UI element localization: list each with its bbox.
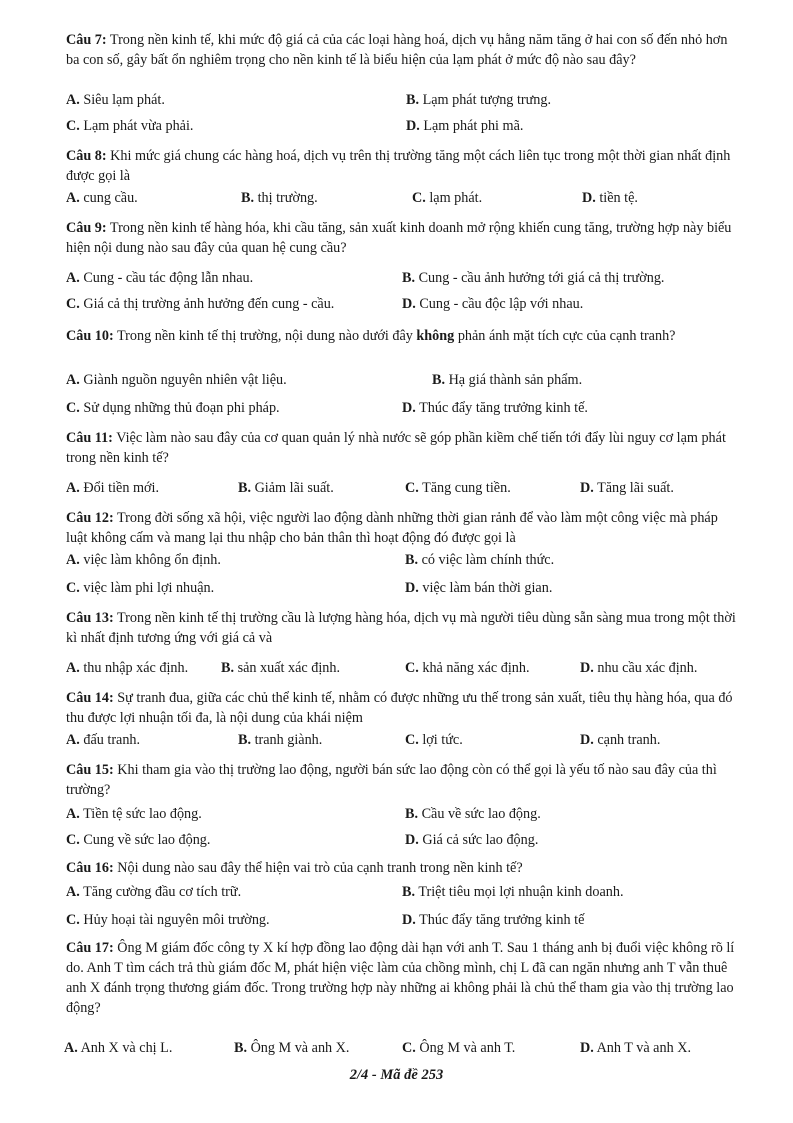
option-d[interactable]: D. Anh T và anh X.	[580, 1040, 692, 1056]
question-text: Nội dung nào sau đây thể hiện vai trò của cạnh tranh trong nền kinh tế?	[117, 860, 523, 876]
question-text: Khi tham gia vào thị trường lao động, người bán sức lao động còn có thể gọi là yếu tố nào sau đây của thì trường?	[66, 762, 717, 798]
option-c[interactable]: C. Hủy hoại tài nguyên môi trường.	[66, 912, 270, 928]
option-c[interactable]: C. Sử dụng những thủ đoạn phi pháp.	[66, 400, 280, 416]
option-d[interactable]: D. Giá cả sức lao động.	[405, 832, 539, 848]
option-d[interactable]: D. nhu cầu xác định.	[580, 660, 698, 676]
options-row	[66, 884, 738, 906]
question-17	[66, 938, 738, 1018]
option-b[interactable]: B. Lạm phát tượng trưng.	[406, 92, 552, 108]
question-text: Việc làm nào sau đây của cơ quan quản lý nhà nước sẽ góp phần kiềm chế tiến tới đẩy lùi nguy cơ lạm phát trong nền kinh tế?	[66, 430, 726, 466]
option-a[interactable]: A. Tăng cường đầu cơ tích trữ.	[66, 884, 242, 900]
options-row	[66, 912, 738, 934]
options-row	[66, 660, 738, 682]
option-c[interactable]: C. Giá cả thị trường ảnh hưởng đến cung - cầu.	[66, 296, 335, 312]
option-b[interactable]: B. thị trường.	[241, 190, 318, 206]
option-c[interactable]: C. Tăng cung tiền.	[405, 480, 511, 496]
question-15	[66, 760, 738, 800]
question-label: Câu 7:	[66, 32, 107, 48]
question-11	[66, 428, 738, 468]
option-c[interactable]: C. việc làm phi lợi nhuận.	[66, 580, 215, 596]
option-d[interactable]: D. Lạm phát phi mã.	[406, 118, 524, 134]
option-a[interactable]: A. Tiền tệ sức lao động.	[66, 806, 202, 822]
option-b[interactable]: B. tranh giành.	[238, 732, 323, 748]
question-8	[66, 146, 738, 186]
options-row	[66, 372, 738, 394]
option-a[interactable]: A. Siêu lạm phát.	[66, 92, 165, 108]
options-row	[66, 296, 738, 318]
question-label: Câu 12:	[66, 510, 114, 526]
page-footer: 2/4 - Mã đề 253	[349, 1067, 444, 1083]
question-label: Câu 9:	[66, 220, 107, 236]
options-row	[66, 552, 738, 574]
question-14	[66, 688, 738, 728]
options-row	[66, 270, 738, 292]
options-row	[66, 92, 738, 114]
question-text-end: phản ánh mặt tích cực của cạnh tranh?	[454, 328, 676, 344]
question-label: Câu 14:	[66, 690, 114, 706]
options-row	[66, 118, 738, 140]
option-b[interactable]: B. Triệt tiêu mọi lợi nhuận kinh doanh.	[402, 884, 624, 900]
question-text: Trong đời sống xã hội, việc người lao động dành những thời gian rảnh để vào làm một công việc mà pháp luật không cấm và mang lại thu nhập cho bản thân thì hoạt động đó được gọi là	[66, 510, 718, 546]
options-row	[66, 480, 738, 502]
question-text: Khi mức giá chung các hàng hoá, dịch vụ trên thị trường tăng một cách liên tục trong một thời gian nhất định được gọi là	[66, 148, 731, 184]
question-emphasis: không	[416, 328, 455, 344]
option-c[interactable]: C. Ông M và anh T.	[402, 1040, 516, 1056]
option-c[interactable]: C. lạm phát.	[412, 190, 483, 206]
option-b[interactable]: B. Cầu về sức lao động.	[405, 806, 541, 822]
options-row	[66, 806, 738, 828]
options-row	[66, 832, 738, 854]
option-a[interactable]: A. thu nhập xác định.	[66, 660, 189, 676]
option-a[interactable]: A. Anh X và chị L.	[64, 1040, 173, 1056]
question-label: Câu 10:	[66, 328, 114, 344]
option-d[interactable]: D. Cung - cầu độc lập với nhau.	[402, 296, 584, 312]
option-a[interactable]: A. đấu tranh.	[66, 732, 141, 748]
option-d[interactable]: D. Tăng lãi suất.	[580, 480, 674, 496]
option-d[interactable]: D. Thúc đẩy tăng trưởng kinh tế	[402, 912, 585, 928]
question-9	[66, 218, 738, 258]
option-c[interactable]: C. Cung về sức lao động.	[66, 832, 211, 848]
question-text: Trong nền kinh tế, khi mức độ giá cả của các loại hàng hoá, dịch vụ hằng năm tăng ở hai con số đến nhỏ hơn ba con số, gây bất ổn nghiêm trọng cho nền kinh tế là biểu hiện của lạm phát ở mức độ nào sau đây?	[66, 32, 728, 68]
option-b[interactable]: B. Ông M và anh X.	[234, 1040, 350, 1056]
option-a[interactable]: A. việc làm không ổn định.	[66, 552, 221, 568]
question-16	[66, 858, 738, 878]
question-text: Trong nền kinh tế thị trường, nội dung nào dưới đây	[117, 328, 417, 344]
option-d[interactable]: D. tiền tệ.	[582, 190, 638, 206]
question-10	[66, 326, 738, 346]
options-row	[66, 400, 738, 422]
option-a[interactable]: A. Giành nguồn nguyên nhiên vật liệu.	[66, 372, 287, 388]
option-a[interactable]: A. Cung - cầu tác động lẫn nhau.	[66, 270, 254, 286]
option-b[interactable]: B. sản xuất xác định.	[221, 660, 340, 676]
question-text: Sự tranh đua, giữa các chủ thể kinh tế, nhằm có được những ưu thế trong sản xuất, tiêu thụ hàng hóa, qua đó thu được lợi nhuận tối đa, là nội dung của khái niệm	[66, 690, 733, 726]
option-b[interactable]: B. Hạ giá thành sản phẩm.	[432, 372, 583, 388]
question-label: Câu 17:	[66, 940, 114, 956]
option-d[interactable]: D. việc làm bán thời gian.	[405, 580, 553, 596]
options-row	[66, 190, 738, 212]
option-c[interactable]: C. Lạm phát vừa phải.	[66, 118, 194, 134]
option-d[interactable]: D. cạnh tranh.	[580, 732, 661, 748]
question-label: Câu 11:	[66, 430, 113, 446]
option-c[interactable]: C. khả năng xác định.	[405, 660, 530, 676]
question-label: Câu 16:	[66, 860, 114, 876]
option-d[interactable]: D. Thúc đẩy tăng trưởng kinh tế.	[402, 400, 588, 416]
option-b[interactable]: B. Cung - cầu ảnh hưởng tới giá cả thị trường.	[402, 270, 665, 286]
question-text: Trong nền kinh tế thị trường cầu là lượng hàng hóa, dịch vụ mà người tiêu dùng sẵn sàng mua trong một thời kì nhất định tương ứng với giá cả và	[66, 610, 736, 646]
question-text: Trong nền kinh tế hàng hóa, khi cầu tăng, sản xuất kinh doanh mở rộng khiến cung tăng, trường hợp này biểu hiện nội dung nào sau đây của quan hệ cung cầu?	[66, 220, 732, 256]
options-row	[66, 1040, 738, 1062]
option-b[interactable]: B. Giảm lãi suất.	[238, 480, 334, 496]
option-c[interactable]: C. lợi tức.	[405, 732, 463, 748]
question-text: Ông M giám đốc công ty X kí hợp đồng lao động dài hạn với anh T. Sau 1 tháng anh bị đuổi việc không rõ lí do. Anh T tìm cách trả thù giám đốc M, phát hiện việc làm của chồng mình, chị L đã can ngăn nhưng anh T vẫn thuê anh X đánh trọng thương giám đốc. Trong trường hợp này những ai không phải là chủ thể tham gia vào thị trường lao động?	[66, 940, 735, 1016]
question-12	[66, 508, 738, 548]
option-a[interactable]: A. Đổi tiền mới.	[66, 480, 160, 496]
question-13	[66, 608, 738, 648]
option-b[interactable]: B. có việc làm chính thức.	[405, 552, 555, 568]
question-label: Câu 15:	[66, 762, 114, 778]
question-label: Câu 13:	[66, 610, 114, 626]
options-row	[66, 732, 738, 754]
question-label: Câu 8:	[66, 148, 107, 164]
option-a[interactable]: A. cung cầu.	[66, 190, 138, 206]
question-7	[66, 30, 738, 70]
options-row	[66, 580, 738, 602]
